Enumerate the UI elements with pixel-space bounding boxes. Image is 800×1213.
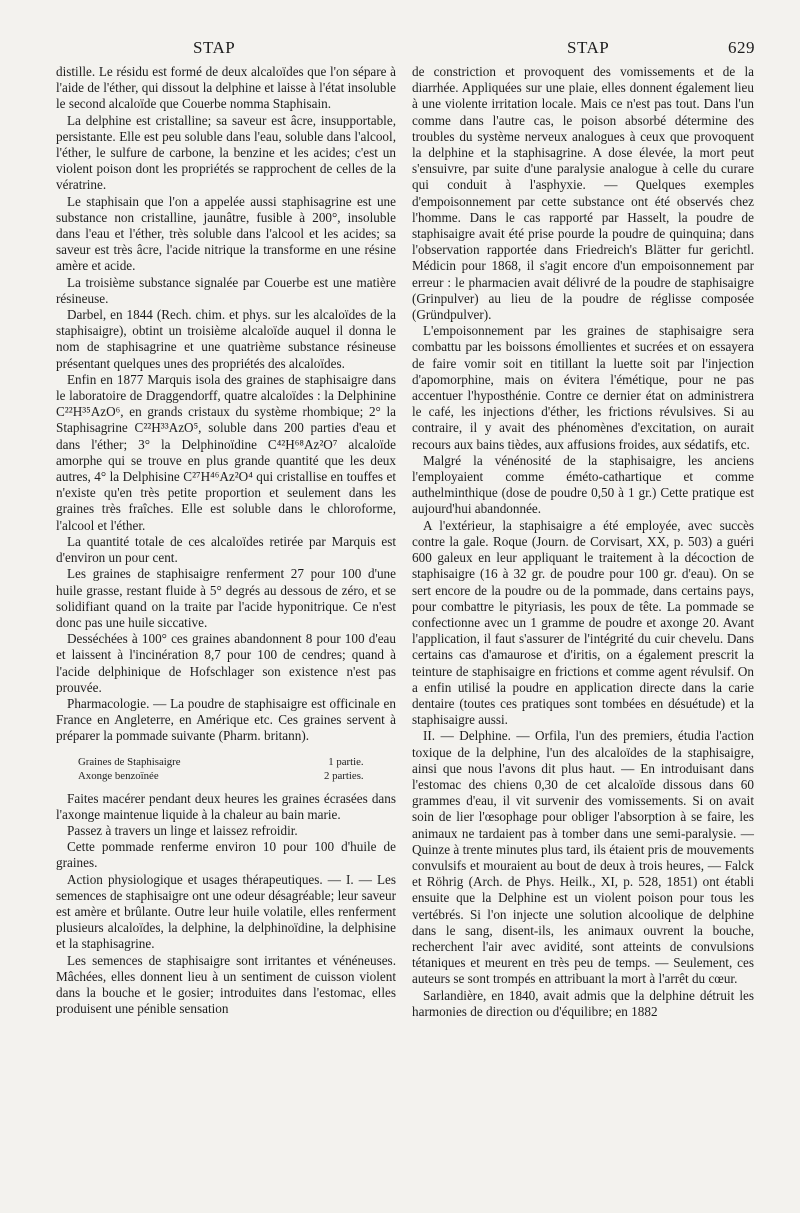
paragraph: La delphine est cristalline; sa saveur est âcre, insupportable, persistante. Elle est peu soluble dans l'eau, soluble dans l'alcool, l'éther, le sulfure de carbone, la benzine et les acides; c'est un violent poison dont les propriétés se rapprochent de celles de la vératrine. (56, 112, 396, 193)
paragraph: La quantité totale de ces alcaloïdes retirée par Marquis est d'environ un pour cent. (56, 533, 396, 566)
recipe-quantity: 2 parties. (324, 769, 364, 782)
paragraph-delphine: II. — Delphine. — Orfila, l'un des premiers, étudia l'action toxique de la delphine, l'un des alcaloïdes de la staphisaigre, ainsi que nous l'avons dit plus haut. — En introduisant dans l'estomac des chiens 0,30 de cet alcaloïde dissous dans 60 grammes d'eau, il vit survenir des vomissements. Si on avait soin de lier l'œsophage pour obliger l'absorption à se faire, les animaux ne tardaient pas à tomber dans une semi-paralysie. — Quinze à trente minutes plus tard, ils étaient pris de mouvements convulsifs et mouraient au bout de deux à trois heures, — Falck et Röhrig (Arch. de Phys. Heilk., XI, p. 528, 1851) ont établi ensuite que la Delphine est un violent poison pour tous les vertébrés. Si l'on injecte une solution alcoolique de delphine dans le sang, disent-ils, les animaux ouvrent la bouche, recherchent l'air avec avidité, sont atteints de convulsions tétaniques et meurent en très peu de temps. — Seulement, ces auteurs se sont trompés en attribuant la mort à l'arrêt du cœur. (412, 728, 754, 987)
paragraph: Les graines de staphisaigre renferment 27 pour 100 d'une huile grasse, restant fluide à 5° degrés au dessous de zéro, et se solidifiant quand on la traite par l'acide hyponitrique. Ce n'est donc pas une huile siccative. (56, 566, 396, 630)
paragraph: Passez à travers un linge et laissez refroidir. (67, 822, 298, 838)
paragraph: La troisième substance signalée par Couerbe est une matière résineuse. (56, 274, 396, 306)
recipe-quantity: 1 partie. (328, 755, 364, 768)
recipe-row (78, 755, 364, 769)
paragraph: distille. Le résidu est formé de deux alcaloïdes que l'on sépare à l'aide de l'éther, qui dissout la delphine et laisse à l'état insoluble le second alcaloïde que Couerbe nomma Staphisain. (56, 64, 396, 112)
recipe-table (78, 755, 364, 783)
running-head-right: STAP (567, 38, 610, 57)
recipe-row (78, 769, 364, 783)
paragraph-action-physiologique: Action physiologique et usages thérapeutiques. — I. — Les semences de staphisaigre ont une odeur désagréable; leur saveur est amère et brûlante. Outre leur huile volatile, elles renferment plusieurs alcaloïdes, la delphine, la delphinoïdine, la delphisine et la staphisagrine. (56, 871, 396, 952)
page-number: 629 (728, 38, 755, 57)
paragraph: de constriction et provoquent des vomissements et de la diarrhée. Appliquées sur une plaie, elles donnent également lieu à une violente irritation locale. Mais ce n'est pas tout. Dans l'un comme dans l'autre cas, le poison absorbé détermine des troubles du système nerveux analogues à ceux que provoquent la delphine et la staphisagrine. A dose élevée, la mort peut s'ensuivre, par suite d'une paralysie analogue à celle du curare qui conduit à l'asphyxie. — Quelques exemples d'empoisonnement par cette substance ont été observés chez l'homme. Dans le cas rapporté par Hasselt, la poudre de staphisaigre avait été prise pourde la poudre de quinquina; dans l'observation rapportée dans Friedreich's Blätter fur gerichtl. Médicin pour 1868, il s'agit encore d'un empoisonnement par erreur : le pharmacien avait délivré de la poudre de staphisaigre (Grinpulver) au lieu de la poudre de réglisse composée (Gründpulver). (412, 64, 754, 323)
paragraph: Malgré la vénénosité de la staphisaigre, les anciens l'employaient comme éméto-cathartique et comme authelminthique (dose de poudre 0,50 à 1 gr.) Cette pratique est aujourd'hui abandonnée. (412, 452, 754, 517)
paragraph: L'empoisonnement par les graines de staphisaigre sera combattu par les boissons émollientes et sucrées et on essayera de faire vomir soit en titillant la luette soit par l'injection d'apomorphine, mais on évitera l'émétique, pour ne pas accentuer l'hyposthénie. Contre ce dernier état on administrera le café, les injections d'éther, les frictions révulsives. Si au contraire, il y avait des phénomènes d'excitation, on aurait recours aux bains tièdes, aux affusions froides, aux sédatifs, etc. (412, 323, 754, 452)
paragraph: Cette pommade renferme environ 10 pour 100 d'huile de graines. (56, 839, 396, 871)
paragraph: A l'extérieur, la staphisaigre a été employée, avec succès contre la gale. Roque (Journ. de Corvisart, XX, p. 503) a guéri 600 galeux en leur appliquant le traitement à la décoction de staphisaigre (16 à 32 gr. de poudre pour 100 gr. d'eau). On se sert encore de la poudre ou de la pommade, dans certains pays, pour combattre le pityriasis, les poux de tête. La pommade se confectionne avec un 1 gramme de poudre et axonge 20. Avant l'application, il faut s'assurer de l'intégrité du cuir chevelu. Dans certains cas d'amaurose et d'iritis, on a également prescrit la teinture de staphisaigre en frictions et comme agent révulsif. On a enfin utilisé la poudre en application directe dans la carie dentaire (toutes ces pratiques sont tombées en désuétude) et la staphisaigre aussi. (412, 517, 754, 728)
paragraph: Enfin en 1877 Marquis isola des graines de staphisaigre dans le laboratoire de Draggendorff, quatre alcaloïdes : la Delphinine C²²H³⁵AzO⁶, en grands cristaux du système rhombique; 2° la Staphisagrine C²²H³³AzO⁵, soluble dans 200 parties d'eau et dans l'éther; 3° la Delphinoïdine C⁴²H⁶⁸Az²O⁷ alcaloïde amorphe qui se trouve en plus grande quantité que les deux autres, 4° la Delphisine C²⁷H⁴⁶Az²O⁴ qui cristallise en touffes et n'existe qu'en très petite proportion et seulement dans les graines très fraîches. Elle est soluble dans le chloroforme, l'alcool et l'éther. (56, 371, 396, 533)
recipe-item: Axonge benzoïnée (78, 769, 159, 782)
paragraph: Darbel, en 1844 (Rech. chim. et phys. sur les alcaloïdes de la staphisaigre), obtint un troisième alcaloïde auquel il donna le nom de staphisagrine et une quatrième substance résineuse présentant quelques unes des propriétés des alcaloïdes. (56, 307, 396, 371)
right-column (412, 64, 754, 1020)
paragraph: Le staphisain que l'on a appelée aussi staphisagrine est une substance non cristalline, jaunâtre, fusible à 200°, insoluble dans l'eau et l'éther, très soluble dans l'alcool et les acides; sa saveur est très âcre, l'acide nitrique la transforme en une résine amère et acide. (56, 193, 396, 274)
paragraph: Desséchées à 100° ces graines abandonnent 8 pour 100 d'eau et laissent à l'incinération 8,7 pour 100 de cendres; quand à l'acide delphinique de Hofschlager son existence n'est pas prouvée. (56, 631, 396, 695)
left-column (56, 64, 396, 1017)
paragraph: Faites macérer pendant deux heures les graines écrasées dans l'axonge maintenue liquide à la chaleur au bain marie. (56, 790, 396, 822)
paragraph: Sarlandière, en 1840, avait admis que la delphine détruit les harmonies de direction ou d'équilibre; en 1882 (412, 987, 754, 1019)
paragraph: Les semences de staphisaigre sont irritantes et vénéneuses. Mâchées, elles donnent lieu à un sentiment de cuisson violent dans la bouche et le gosier; introduites dans l'estomac, elles produisent une pénible sensation (56, 952, 396, 1017)
running-head-left: STAP (193, 38, 236, 57)
recipe-item: Graines de Staphisaigre (78, 755, 181, 768)
paragraph-pharmacologie: Pharmacologie. — La poudre de staphisaigre est officinale en France en Angleterre, en Amérique etc. Ces graines servent à préparer la pommade suivante (Pharm. britann). (56, 695, 396, 744)
